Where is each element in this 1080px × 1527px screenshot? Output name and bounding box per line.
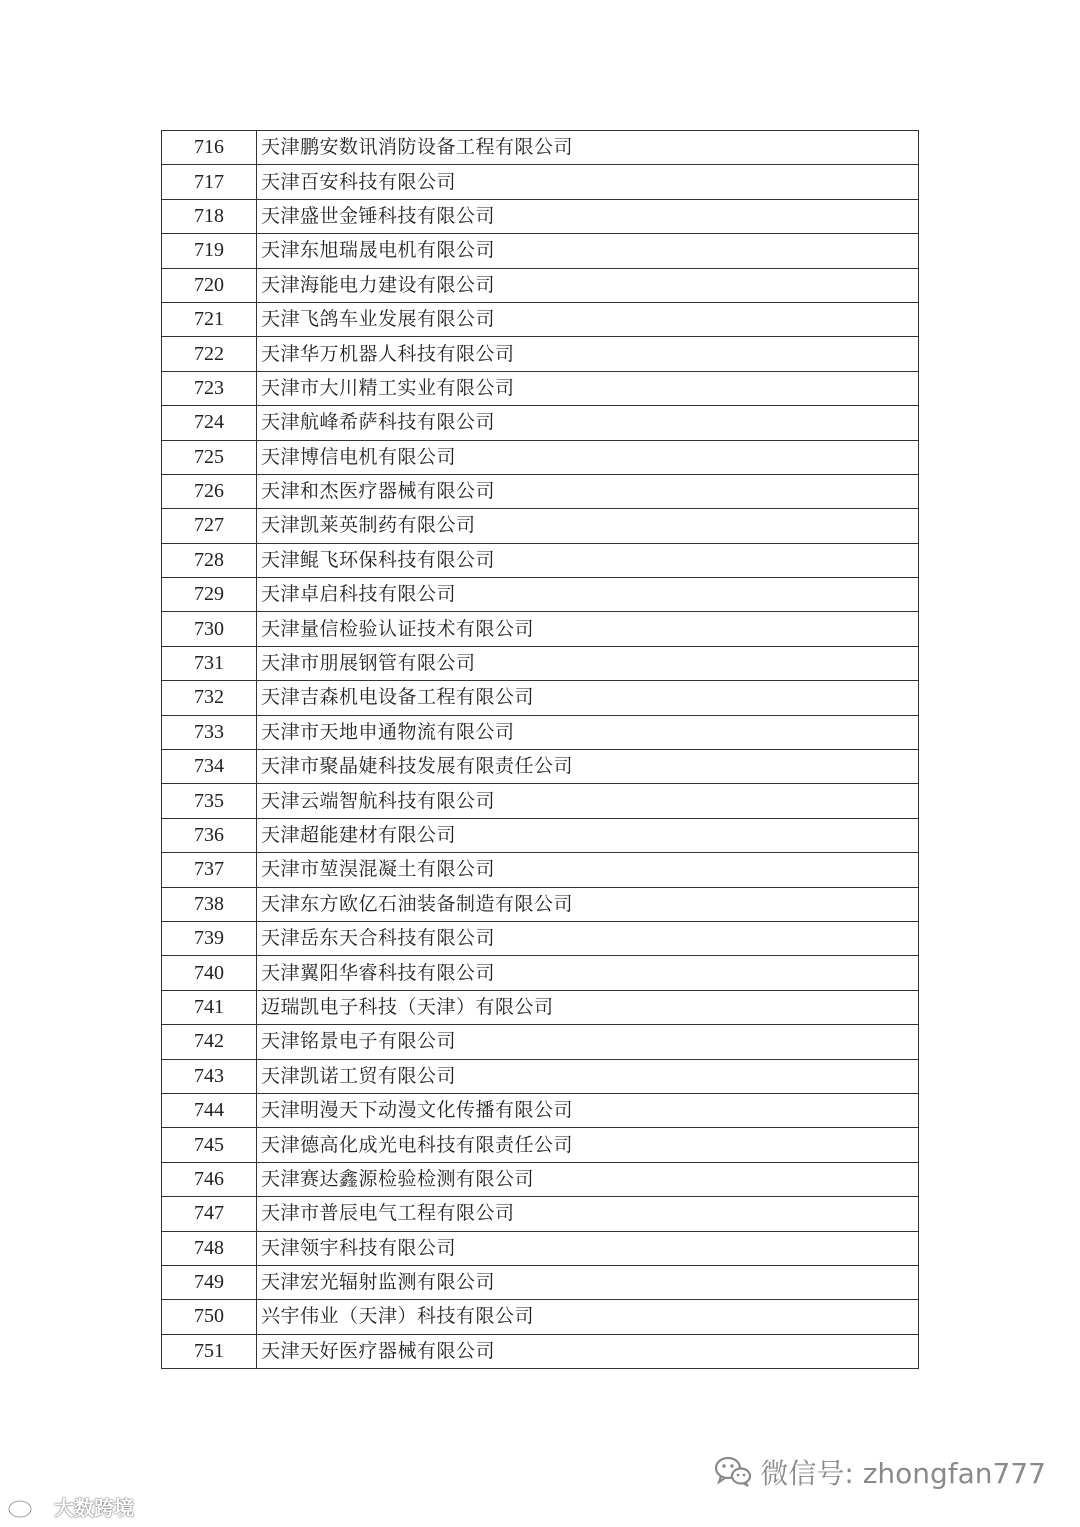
wechat-icon	[714, 1456, 752, 1488]
row-number: 750	[162, 1300, 257, 1334]
table-row	[162, 474, 919, 508]
company-name: 天津明漫天下动漫文化传播有限公司	[257, 1093, 919, 1127]
row-number: 747	[162, 1197, 257, 1231]
table-row	[162, 268, 919, 302]
row-number: 725	[162, 440, 257, 474]
table-row	[162, 371, 919, 405]
company-name: 天津领宇科技有限公司	[257, 1231, 919, 1265]
row-number: 726	[162, 474, 257, 508]
company-name: 兴宇伟业（天津）科技有限公司	[257, 1300, 919, 1334]
table-row	[162, 715, 919, 749]
table-row	[162, 1059, 919, 1093]
row-number: 744	[162, 1093, 257, 1127]
table-row	[162, 1025, 919, 1059]
row-number: 720	[162, 268, 257, 302]
table-row	[162, 887, 919, 921]
company-name: 天津量信检验认证技术有限公司	[257, 612, 919, 646]
table-row	[162, 1197, 919, 1231]
row-number: 745	[162, 1128, 257, 1162]
row-number: 730	[162, 612, 257, 646]
row-number: 724	[162, 406, 257, 440]
corner-logo-text: 大数跨境	[54, 1496, 134, 1520]
row-number: 742	[162, 1025, 257, 1059]
company-name: 天津岳东天合科技有限公司	[257, 921, 919, 955]
row-number: 751	[162, 1334, 257, 1368]
company-name: 天津市天地申通物流有限公司	[257, 715, 919, 749]
row-number: 728	[162, 543, 257, 577]
row-number: 733	[162, 715, 257, 749]
company-list-table	[161, 130, 919, 1369]
company-name: 天津东方欧亿石油装备制造有限公司	[257, 887, 919, 921]
table-row	[162, 681, 919, 715]
row-number: 741	[162, 990, 257, 1024]
table-row	[162, 921, 919, 955]
company-name: 天津鲲飞环保科技有限公司	[257, 543, 919, 577]
company-name: 天津海能电力建设有限公司	[257, 268, 919, 302]
table-row	[162, 990, 919, 1024]
row-number: 746	[162, 1162, 257, 1196]
row-number: 732	[162, 681, 257, 715]
company-name: 天津凯莱英制药有限公司	[257, 509, 919, 543]
table-row	[162, 1300, 919, 1334]
table-row	[162, 337, 919, 371]
table-row	[162, 199, 919, 233]
table-row	[162, 853, 919, 887]
company-name: 天津翼阳华睿科技有限公司	[257, 956, 919, 990]
table-row	[162, 1128, 919, 1162]
company-name: 天津航峰希萨科技有限公司	[257, 406, 919, 440]
table-row	[162, 165, 919, 199]
row-number: 731	[162, 646, 257, 680]
table-row	[162, 131, 919, 165]
company-name: 天津盛世金锤科技有限公司	[257, 199, 919, 233]
company-name: 天津飞鸽车业发展有限公司	[257, 302, 919, 336]
company-name: 天津和杰医疗器械有限公司	[257, 474, 919, 508]
table-row	[162, 578, 919, 612]
table-row	[162, 1231, 919, 1265]
row-number: 736	[162, 818, 257, 852]
company-name: 天津铭景电子有限公司	[257, 1025, 919, 1059]
table-row	[162, 750, 919, 784]
company-name: 天津市堃淏混凝土有限公司	[257, 853, 919, 887]
table-body	[162, 131, 919, 1369]
company-name: 天津市普辰电气工程有限公司	[257, 1197, 919, 1231]
company-name: 天津鹏安数讯消防设备工程有限公司	[257, 131, 919, 165]
company-name: 天津市大川精工实业有限公司	[257, 371, 919, 405]
row-number: 740	[162, 956, 257, 990]
weibo-icon	[6, 1494, 50, 1520]
table-row	[162, 1162, 919, 1196]
company-name: 天津博信电机有限公司	[257, 440, 919, 474]
table-row	[162, 543, 919, 577]
row-number: 722	[162, 337, 257, 371]
wechat-watermark	[714, 1452, 1046, 1492]
table-row	[162, 302, 919, 336]
company-name: 天津东旭瑞晟电机有限公司	[257, 234, 919, 268]
row-number: 735	[162, 784, 257, 818]
company-name: 天津云端智航科技有限公司	[257, 784, 919, 818]
row-number: 749	[162, 1265, 257, 1299]
company-name: 天津超能建材有限公司	[257, 818, 919, 852]
table-row	[162, 818, 919, 852]
company-name: 天津凯诺工贸有限公司	[257, 1059, 919, 1093]
table-row	[162, 406, 919, 440]
row-number: 716	[162, 131, 257, 165]
table-row	[162, 646, 919, 680]
row-number: 734	[162, 750, 257, 784]
table-row	[162, 440, 919, 474]
row-number: 739	[162, 921, 257, 955]
company-name: 天津天好医疗器械有限公司	[257, 1334, 919, 1368]
table-row	[162, 1093, 919, 1127]
table-row	[162, 1265, 919, 1299]
row-number: 748	[162, 1231, 257, 1265]
row-number: 743	[162, 1059, 257, 1093]
company-name: 天津市朋展钢管有限公司	[257, 646, 919, 680]
wechat-id-text: 微信号: zhongfan777	[760, 1457, 1046, 1490]
row-number: 727	[162, 509, 257, 543]
row-number: 718	[162, 199, 257, 233]
company-name: 迈瑞凯电子科技（天津）有限公司	[257, 990, 919, 1024]
company-name: 天津吉森机电设备工程有限公司	[257, 681, 919, 715]
company-name: 天津宏光辐射监测有限公司	[257, 1265, 919, 1299]
company-name: 天津百安科技有限公司	[257, 165, 919, 199]
company-name: 天津华万机器人科技有限公司	[257, 337, 919, 371]
company-name: 天津市聚晶婕科技发展有限责任公司	[257, 750, 919, 784]
table-row	[162, 509, 919, 543]
table-row	[162, 784, 919, 818]
row-number: 723	[162, 371, 257, 405]
table-row	[162, 234, 919, 268]
company-name: 天津德高化成光电科技有限责任公司	[257, 1128, 919, 1162]
table-row	[162, 956, 919, 990]
company-name: 天津卓启科技有限公司	[257, 578, 919, 612]
row-number: 729	[162, 578, 257, 612]
company-name: 天津赛达鑫源检验检测有限公司	[257, 1162, 919, 1196]
row-number: 738	[162, 887, 257, 921]
table-row	[162, 612, 919, 646]
corner-logo	[6, 1492, 134, 1521]
row-number: 717	[162, 165, 257, 199]
row-number: 737	[162, 853, 257, 887]
row-number: 721	[162, 302, 257, 336]
row-number: 719	[162, 234, 257, 268]
table-row	[162, 1334, 919, 1368]
